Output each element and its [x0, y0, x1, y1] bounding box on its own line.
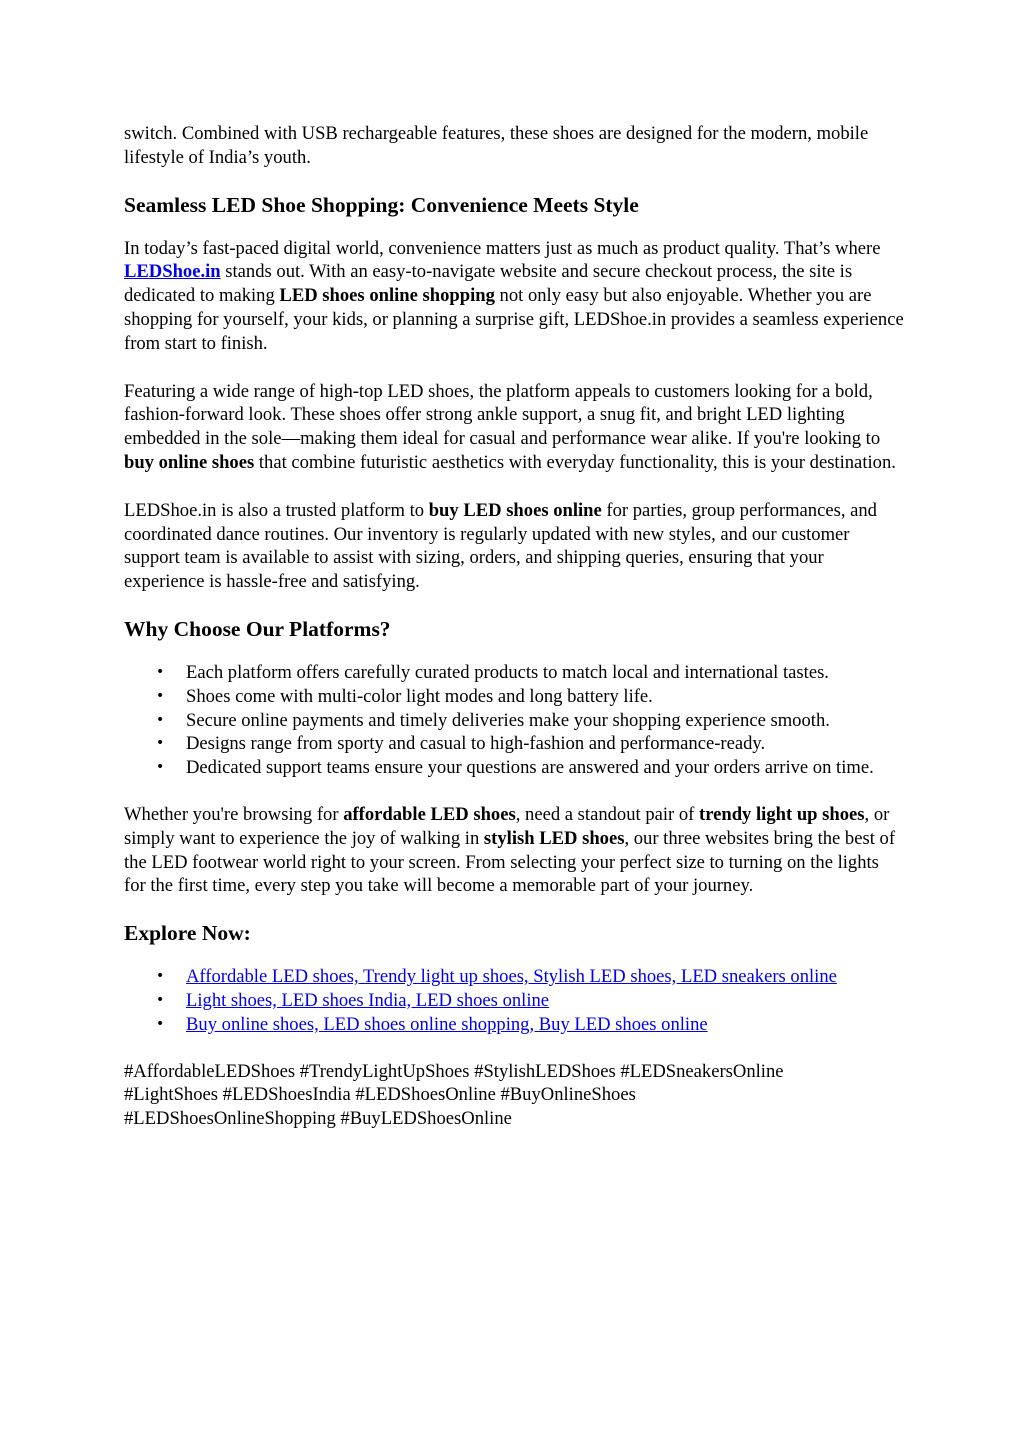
- text-segment: , or simply want to experience the joy of walking in: [124, 803, 890, 849]
- bold-keyword: LED shoes online shopping: [279, 285, 495, 307]
- text-segment: not only easy but also enjoyable. Whether you are shopping for yourself, your kids, or planning a surprise gift, LEDShoe.in provides a seamless experience from start to finish.: [124, 285, 904, 354]
- bold-keyword: buy LED shoes online: [428, 499, 602, 521]
- list-item: • Shoes come with multi-color light modes and long battery life.: [186, 685, 904, 709]
- section-heading-shopping: Seamless LED Shoe Shopping: Convenience Meets Style: [124, 192, 639, 217]
- paragraph-convenience: [124, 237, 904, 356]
- text-segment: In today’s fast-paced digital world, convenience matters just as much as product quality. That’s where: [124, 237, 881, 259]
- text-segment: Featuring a wide range of high-top LED shoes, the platform appeals to customers looking for a bold, fashion-forward look. These shoes offer strong ankle support, a snug fit, and bright LED lighting embedded in the sole—making them ideal for casual and performance wear alike. If you're looking to: [124, 380, 881, 450]
- text-segment: , our three websites bring the best of the LED footwear world right to your screen. From selecting your perfect size to turning on the lights for the first time, every step you take will become a memorable part of your journey.: [124, 827, 896, 897]
- why-choose-list: [124, 661, 904, 780]
- text-segment: that combine futuristic aesthetics with everyday functionality, this is your destination.: [254, 451, 896, 473]
- hashtags-line: #AffordableLEDShoes #TrendyLightUpShoes #StylishLEDShoes #LEDSneakersOnline: [124, 1060, 784, 1082]
- paragraph-browsing: [124, 803, 904, 898]
- text-segment: stands out. With an easy-to-navigate website and secure checkout process, the site is dedicated to making: [124, 261, 853, 307]
- text-segment: Whether you're browsing for: [124, 803, 344, 825]
- hashtags-line: #LEDShoesOnlineShopping #BuyLEDShoesOnline: [124, 1108, 512, 1130]
- ledshoe-link[interactable]: LEDShoe.in: [124, 261, 221, 283]
- document-page: [124, 122, 904, 1131]
- explore-link-2[interactable]: Light shoes, LED shoes India, LED shoes online: [186, 989, 550, 1011]
- list-item: [186, 1013, 904, 1037]
- text-segment: for parties, group performances, and coordinated dance routines. Our inventory is regularly updated with new styles, and our customer support team is available to assist with sizing, orders, and shipping queries, ensuring that your experience is hassle-free and satisfying.: [124, 499, 877, 593]
- section-heading-why-choose: Why Choose Our Platforms?: [124, 616, 391, 641]
- paragraph-trusted-platform: [124, 499, 904, 594]
- list-item: [186, 965, 904, 989]
- hashtags-block: [124, 1060, 904, 1131]
- explore-links-list: [124, 965, 904, 1036]
- list-item: • Secure online payments and timely deliveries make your shopping experience smooth.: [186, 709, 904, 733]
- explore-link-1[interactable]: Affordable LED shoes, Trendy light up shoes, Stylish LED shoes, LED sneakers online: [186, 966, 837, 988]
- bold-keyword: stylish LED shoes: [483, 827, 625, 849]
- list-item: [186, 989, 904, 1013]
- list-item: • Each platform offers carefully curated products to match local and international tastes.: [186, 661, 904, 685]
- list-item: • Designs range from sporty and casual to high-fashion and performance-ready.: [186, 732, 904, 756]
- text-segment: LEDShoe.in is also a trusted platform to: [124, 499, 429, 521]
- section-heading-explore: Explore Now:: [124, 921, 251, 946]
- text-segment: , need a standout pair of: [515, 803, 700, 825]
- bold-keyword: buy online shoes: [124, 451, 255, 473]
- bold-keyword: trendy light up shoes: [699, 803, 865, 825]
- intro-paragraph: switch. Combined with USB rechargeable features, these shoes are designed for the modern, mobile lifestyle of India’s youth.: [124, 123, 869, 168]
- hashtags-line: #LightShoes #LEDShoesIndia #LEDShoesOnline #BuyOnlineShoes: [124, 1084, 636, 1106]
- bold-keyword: affordable LED shoes: [343, 803, 516, 825]
- paragraph-high-top: [124, 380, 904, 475]
- explore-link-3[interactable]: Buy online shoes, LED shoes online shopping, Buy LED shoes online: [186, 1013, 708, 1035]
- list-item: • Dedicated support teams ensure your questions are answered and your orders arrive on time.: [186, 756, 904, 780]
